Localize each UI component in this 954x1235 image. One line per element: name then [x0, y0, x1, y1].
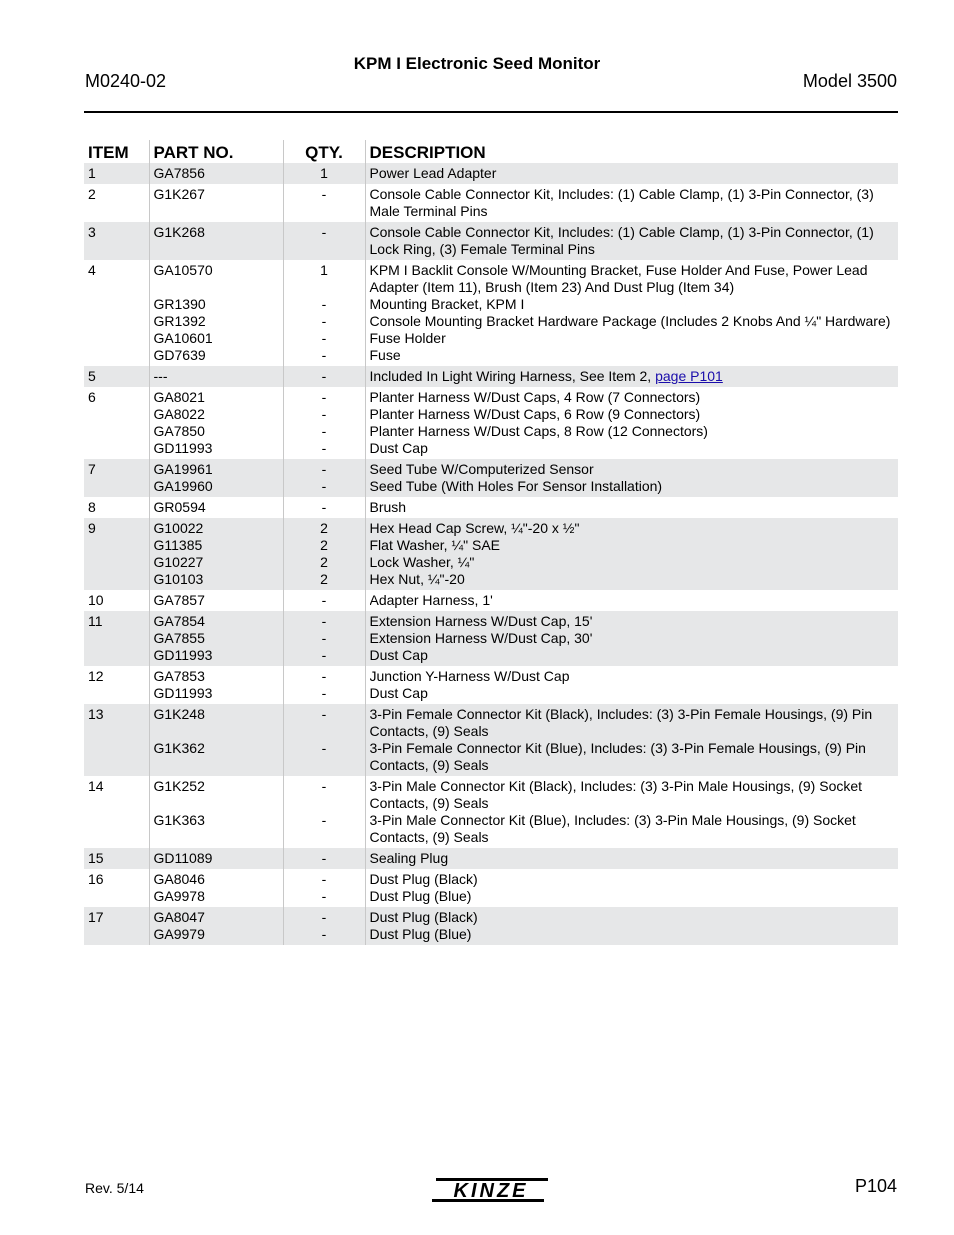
- part-number: GR1392: [153, 313, 206, 329]
- description: [370, 313, 895, 330]
- quantity-cell: [283, 666, 365, 704]
- part-number-cell: [149, 497, 283, 518]
- item-number: 17: [88, 909, 104, 925]
- description-text: Dust Cap: [369, 440, 428, 456]
- description-text: Lock Washer, ¼": [369, 554, 475, 570]
- quantity: -: [321, 778, 327, 794]
- quantity: 2: [320, 554, 328, 570]
- part-number: GA9979: [153, 926, 205, 942]
- quantity: -: [321, 440, 327, 456]
- part-number-cell: [149, 366, 283, 387]
- item-number-cell: [84, 366, 149, 387]
- quantity: -: [321, 499, 327, 515]
- item-number-cell: [84, 459, 149, 497]
- quantity: -: [321, 461, 327, 477]
- item-number: 11: [88, 613, 103, 629]
- part-number-cell: [149, 907, 283, 945]
- item-number: 14: [88, 778, 104, 794]
- quantity-cell: [283, 222, 365, 260]
- quantity-cell: [283, 184, 365, 222]
- description: [370, 537, 895, 554]
- description: [370, 740, 895, 774]
- quantity-cell: [283, 776, 365, 848]
- table-row: [84, 184, 898, 222]
- description: [370, 499, 895, 516]
- part-number: G10103: [153, 571, 204, 587]
- quantity: -: [321, 888, 327, 904]
- description: [370, 478, 895, 495]
- description-text: Hex Head Cap Screw, ¼"-20 x ½": [369, 520, 580, 536]
- table-header-row: [84, 140, 898, 163]
- part-number-cell: [149, 184, 283, 222]
- quantity: -: [321, 706, 327, 722]
- description: [370, 850, 895, 867]
- wrap-spacer: [288, 795, 361, 812]
- part-number: GR0594: [153, 499, 206, 515]
- part-number: GA7854: [153, 613, 205, 629]
- quantity: -: [321, 592, 327, 608]
- wrap-spacer: [154, 829, 279, 846]
- quantity: -: [321, 668, 327, 684]
- description: [370, 224, 895, 258]
- description-text: Dust Cap: [369, 647, 428, 663]
- column-header-item: ITEM: [88, 143, 129, 162]
- item-number-cell: [84, 666, 149, 704]
- description-text: Dust Plug (Black): [369, 909, 478, 925]
- description-text: Power Lead Adapter: [369, 165, 497, 181]
- part-number: GD11089: [153, 850, 213, 866]
- item-number: 5: [88, 368, 96, 384]
- description-cell: [365, 590, 898, 611]
- part-number: G1K248: [153, 706, 205, 722]
- quantity-cell: [283, 459, 365, 497]
- part-number: GA7856: [153, 165, 205, 181]
- page-title: KPM I Electronic Seed Monitor: [353, 54, 601, 73]
- part-number: G10022: [153, 520, 204, 536]
- part-number: GA19960: [153, 478, 213, 494]
- description-text: 3-Pin Female Connector Kit (Blue), Includes: (3) 3-Pin Female Housings, (9) Pin Contacts, (9) Seals: [369, 740, 866, 773]
- description-text: Brush: [369, 499, 407, 515]
- description: [370, 685, 895, 702]
- description-text: Extension Harness W/Dust Cap, 30': [369, 630, 593, 646]
- description-text: Included In Light Wiring Harness, See Item 2,: [369, 368, 656, 384]
- quantity: -: [321, 630, 327, 646]
- quantity: -: [321, 330, 327, 346]
- item-number-cell: [84, 387, 149, 459]
- part-number-cell: [149, 848, 283, 869]
- quantity: -: [321, 926, 327, 942]
- table-row: [84, 387, 898, 459]
- quantity: -: [321, 613, 327, 629]
- item-number: 13: [88, 706, 104, 722]
- description: [370, 368, 895, 385]
- quantity: -: [321, 909, 327, 925]
- description-cell: [365, 222, 898, 260]
- wrap-spacer: [288, 829, 361, 846]
- item-number: 12: [88, 668, 104, 684]
- quantity: -: [321, 478, 327, 494]
- quantity: -: [321, 850, 327, 866]
- part-number: GD11993: [153, 647, 213, 663]
- wrap-spacer: [154, 723, 279, 740]
- description-cell: [365, 518, 898, 590]
- table-row: [84, 869, 898, 907]
- description-text: KPM I Backlit Console W/Mounting Bracket, Fuse Holder And Fuse, Power Lead Adapter (Item 11), Brush (Item 23) And Dust Plug (Item 34): [369, 262, 868, 295]
- item-number: 1: [88, 165, 96, 181]
- description-cell: [365, 184, 898, 222]
- quantity: -: [321, 812, 327, 828]
- description-text: 3-Pin Male Connector Kit (Blue), Includes: (3) 3-Pin Male Housings, (9) Socket Contacts, (9) Seals: [369, 812, 856, 845]
- column-header-part-no: PART NO.: [149, 140, 283, 163]
- part-number: G1K363: [153, 812, 205, 828]
- quantity: 1: [320, 262, 328, 278]
- page-reference-link[interactable]: page P101: [655, 368, 723, 384]
- wrap-spacer: [288, 203, 361, 220]
- quantity: -: [321, 347, 327, 363]
- part-number: GA9978: [153, 888, 205, 904]
- item-number-cell: [84, 497, 149, 518]
- part-number: GA8021: [153, 389, 205, 405]
- table-row: [84, 848, 898, 869]
- item-number-cell: [84, 518, 149, 590]
- quantity-cell: [283, 869, 365, 907]
- description: [370, 647, 895, 664]
- quantity: 2: [320, 571, 328, 587]
- part-number-cell: [149, 776, 283, 848]
- model-name: Model 3500: [802, 71, 897, 91]
- description-text: Sealing Plug: [369, 850, 449, 866]
- quantity-cell: [283, 387, 365, 459]
- description-cell: [365, 459, 898, 497]
- wrap-spacer: [154, 279, 279, 296]
- description-cell: [365, 387, 898, 459]
- table-row: [84, 666, 898, 704]
- item-number-cell: [84, 260, 149, 366]
- part-number: GA8046: [153, 871, 205, 887]
- part-number: GD11993: [153, 685, 213, 701]
- part-number: GA7857: [153, 592, 205, 608]
- part-number-cell: [149, 704, 283, 776]
- quantity: -: [321, 871, 327, 887]
- table-row: [84, 590, 898, 611]
- quantity: 2: [320, 520, 328, 536]
- description: [370, 778, 895, 812]
- part-number-cell: [149, 163, 283, 184]
- description-text: Flat Washer, ¼" SAE: [369, 537, 500, 553]
- table-row: [84, 163, 898, 184]
- item-number-cell: [84, 869, 149, 907]
- table-row: [84, 222, 898, 260]
- item-number-cell: [84, 704, 149, 776]
- part-number: G1K252: [153, 778, 205, 794]
- quantity: -: [321, 406, 327, 422]
- description-text: Dust Cap: [369, 685, 428, 701]
- description-text: Console Cable Connector Kit, Includes: (1) Cable Clamp, (1) 3-Pin Connector, (3) Male Terminal Pins: [369, 186, 874, 219]
- part-number: GA19961: [153, 461, 213, 477]
- item-number-cell: [84, 611, 149, 666]
- part-number: GA7853: [153, 668, 205, 684]
- quantity-cell: [283, 497, 365, 518]
- item-number: 8: [88, 499, 96, 515]
- part-number: GA7850: [153, 423, 205, 439]
- description: [370, 423, 895, 440]
- description-text: Mounting Bracket, KPM I: [369, 296, 525, 312]
- item-number-cell: [84, 590, 149, 611]
- quantity: -: [321, 647, 327, 663]
- quantity: -: [321, 740, 327, 756]
- description-text: Planter Harness W/Dust Caps, 4 Row (7 Connectors): [369, 389, 701, 405]
- description: [370, 926, 895, 943]
- description-text: Adapter Harness, 1': [369, 592, 493, 608]
- wrap-spacer: [154, 241, 279, 258]
- description-text: Junction Y-Harness W/Dust Cap: [369, 668, 570, 684]
- quantity: -: [321, 224, 327, 240]
- table-row: [84, 611, 898, 666]
- quantity-cell: [283, 611, 365, 666]
- quantity: -: [321, 423, 327, 439]
- description: [370, 520, 895, 537]
- quantity-cell: [283, 163, 365, 184]
- quantity-cell: [283, 260, 365, 366]
- part-number-cell: [149, 387, 283, 459]
- description: [370, 165, 895, 182]
- table-row: [84, 366, 898, 387]
- part-number: GA8022: [153, 406, 205, 422]
- description-text: Fuse Holder: [369, 330, 446, 346]
- quantity: -: [321, 368, 327, 384]
- part-number: G1K268: [153, 224, 205, 240]
- header-divider: [84, 111, 898, 113]
- description-text: Dust Plug (Black): [369, 871, 478, 887]
- part-number: GA8047: [153, 909, 205, 925]
- parts-table: [84, 140, 898, 945]
- column-header-description: DESCRIPTION: [365, 140, 898, 163]
- table-row: [84, 260, 898, 366]
- quantity: -: [321, 685, 327, 701]
- description: [370, 668, 895, 685]
- wrap-spacer: [154, 795, 279, 812]
- part-number-cell: [149, 222, 283, 260]
- item-number: 6: [88, 389, 96, 405]
- part-number-cell: [149, 666, 283, 704]
- description-cell: [365, 869, 898, 907]
- column-header-qty: QTY.: [283, 140, 365, 163]
- quantity: 2: [320, 537, 328, 553]
- item-number: 7: [88, 461, 96, 477]
- page-number: P104: [854, 1176, 897, 1196]
- item-number: 4: [88, 262, 96, 278]
- description: [370, 406, 895, 423]
- item-number-cell: [84, 163, 149, 184]
- description: [370, 592, 895, 609]
- table-row: [84, 459, 898, 497]
- part-number: G11385: [153, 537, 203, 553]
- table-row: [84, 907, 898, 945]
- table-row: [84, 497, 898, 518]
- item-number: 3: [88, 224, 96, 240]
- description: [370, 871, 895, 888]
- table-row: [84, 776, 898, 848]
- wrap-spacer: [288, 241, 361, 258]
- description-text: Planter Harness W/Dust Caps, 6 Row (9 Connectors): [369, 406, 701, 422]
- part-number: GD7639: [153, 347, 206, 363]
- item-number: 9: [88, 520, 96, 536]
- part-number-cell: [149, 869, 283, 907]
- quantity-cell: [283, 366, 365, 387]
- quantity: -: [321, 296, 327, 312]
- part-number-cell: [149, 590, 283, 611]
- wrap-spacer: [288, 723, 361, 740]
- table-row: [84, 704, 898, 776]
- item-number-cell: [84, 776, 149, 848]
- part-number: G1K362: [153, 740, 205, 756]
- description: [370, 613, 895, 630]
- quantity: -: [321, 186, 327, 202]
- quantity-cell: [283, 907, 365, 945]
- part-number: G1K267: [153, 186, 205, 202]
- quantity: -: [321, 389, 327, 405]
- description: [370, 330, 895, 347]
- description: [370, 440, 895, 457]
- description-text: Console Mounting Bracket Hardware Package (Includes 2 Knobs And ¼" Hardware): [369, 313, 891, 329]
- description: [370, 186, 895, 220]
- item-number-cell: [84, 222, 149, 260]
- item-number-cell: [84, 848, 149, 869]
- part-number: GD11993: [153, 440, 213, 456]
- part-number-cell: [149, 611, 283, 666]
- description-text: Seed Tube (With Holes For Sensor Installation): [369, 478, 663, 494]
- description-text: Seed Tube W/Computerized Sensor: [369, 461, 594, 477]
- item-number: 10: [88, 592, 104, 608]
- part-number-cell: [149, 518, 283, 590]
- item-number: 15: [88, 850, 104, 866]
- wrap-spacer: [154, 203, 279, 220]
- description: [370, 571, 895, 588]
- description-cell: [365, 907, 898, 945]
- part-number: GR1390: [153, 296, 206, 312]
- description-text: Extension Harness W/Dust Cap, 15': [369, 613, 593, 629]
- quantity: -: [321, 313, 327, 329]
- description-cell: [365, 848, 898, 869]
- description: [370, 461, 895, 478]
- description: [370, 812, 895, 846]
- description-text: Console Cable Connector Kit, Includes: (1) Cable Clamp, (1) 3-Pin Connector, (1) Lock Ring, (3) Female Terminal Pins: [369, 224, 874, 257]
- kinze-logo: [430, 1174, 552, 1206]
- item-number-cell: [84, 907, 149, 945]
- wrap-spacer: [288, 757, 361, 774]
- item-number: 16: [88, 871, 104, 887]
- document-number: M0240-02: [85, 71, 167, 91]
- quantity-cell: [283, 518, 365, 590]
- part-number-cell: [149, 260, 283, 366]
- description-cell: [365, 163, 898, 184]
- description-text: Hex Nut, ¼"-20: [369, 571, 465, 587]
- description-text: Fuse: [369, 347, 401, 363]
- description-cell: [365, 260, 898, 366]
- description: [370, 296, 895, 313]
- description-text: Dust Plug (Blue): [369, 926, 472, 942]
- part-number: GA10570: [153, 262, 213, 278]
- description-text: 3-Pin Male Connector Kit (Black), Includes: (3) 3-Pin Male Housings, (9) Socket Contacts, (9) Seals: [369, 778, 863, 811]
- part-number-cell: [149, 459, 283, 497]
- quantity-cell: [283, 848, 365, 869]
- table-row: [84, 518, 898, 590]
- item-number-cell: [84, 184, 149, 222]
- description: [370, 630, 895, 647]
- description-cell: [365, 497, 898, 518]
- description-cell: [365, 776, 898, 848]
- description-text: Planter Harness W/Dust Caps, 8 Row (12 Connectors): [369, 423, 708, 439]
- revision-label: Rev. 5/14: [85, 1180, 144, 1196]
- quantity: 1: [320, 165, 328, 181]
- description: [370, 706, 895, 740]
- kinze-logo-text: KINZE: [453, 1180, 529, 1202]
- description-cell: [365, 366, 898, 387]
- description-cell: [365, 704, 898, 776]
- description: [370, 909, 895, 926]
- part-number: GA10601: [153, 330, 213, 346]
- description: [370, 888, 895, 905]
- description: [370, 389, 895, 406]
- description: [370, 554, 895, 571]
- wrap-spacer: [154, 757, 279, 774]
- description: [370, 347, 895, 364]
- description-text: 3-Pin Female Connector Kit (Black), Includes: (3) 3-Pin Female Housings, (9) Pin Contacts, (9) Seals: [369, 706, 873, 739]
- quantity-cell: [283, 590, 365, 611]
- description: [370, 262, 895, 296]
- description-cell: [365, 611, 898, 666]
- part-number: GA7855: [153, 630, 205, 646]
- part-number: ---: [153, 368, 168, 384]
- parts-table-body: [84, 163, 898, 945]
- part-number: G10227: [153, 554, 204, 570]
- description-text: Dust Plug (Blue): [369, 888, 472, 904]
- wrap-spacer: [288, 279, 361, 296]
- item-number: 2: [88, 186, 96, 202]
- quantity-cell: [283, 704, 365, 776]
- description-cell: [365, 666, 898, 704]
